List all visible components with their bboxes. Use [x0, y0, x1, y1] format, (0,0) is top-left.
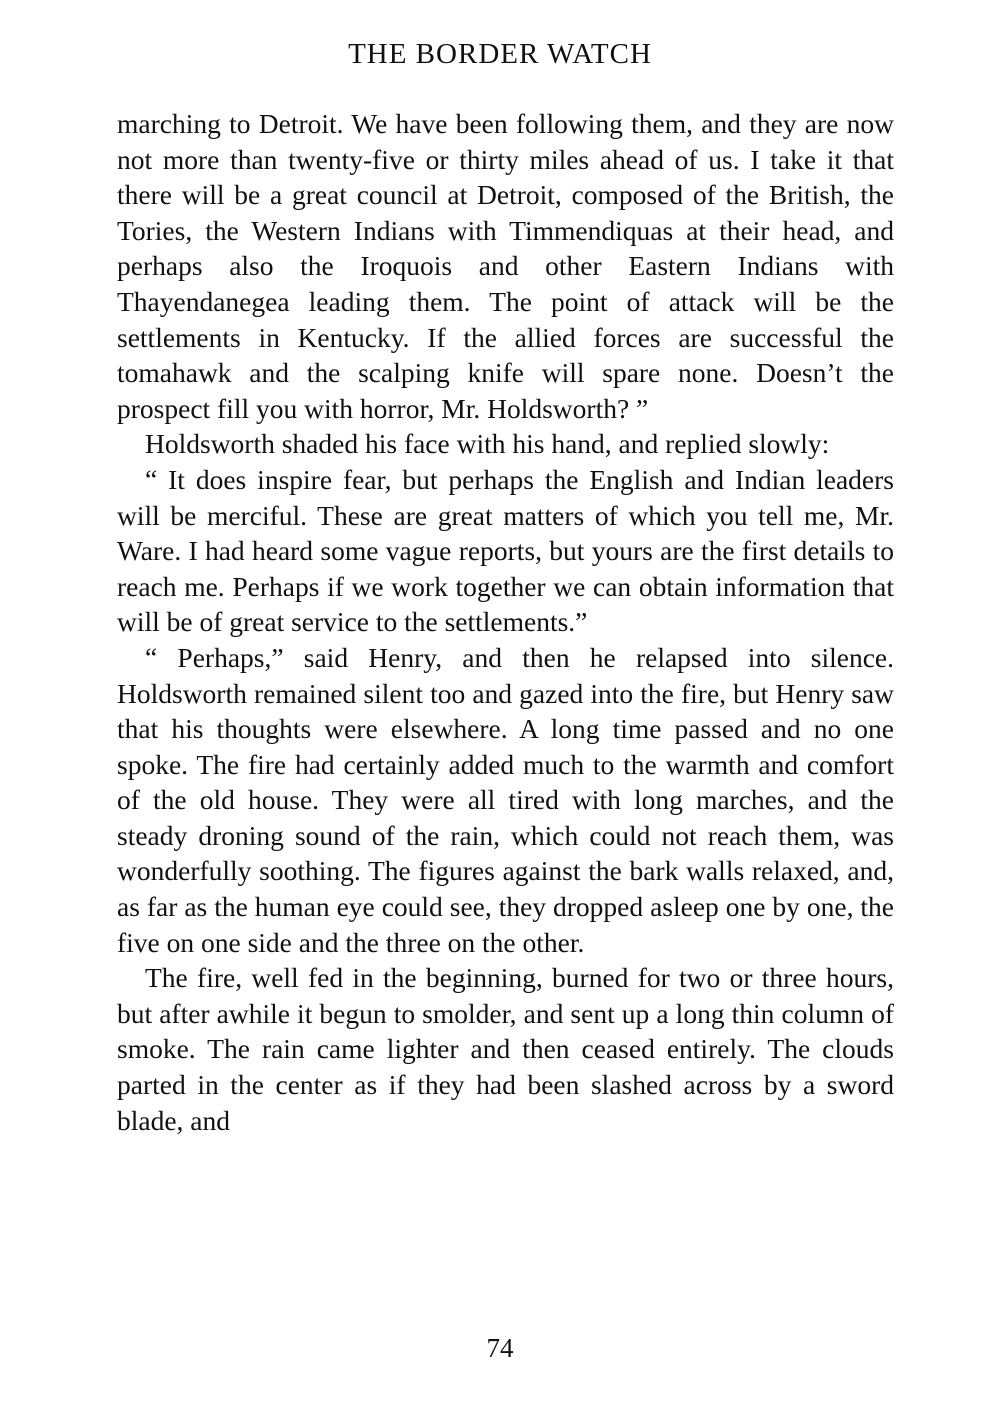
paragraph: Holdsworth shaded his face with his hand, and replied slowly:: [145, 428, 830, 460]
paragraph: “ Perhaps,” said Henry, and then he relapsed into silence. Holdsworth remained silent too and gazed into the fire, but Henry saw that his thoughts were elsewhere. A long time passed and no one spoke. The fire had certainly added much to the warmth and comfort of the old house. They were all tired with long marches, and the steady droning sound of the rain, which could not reach them, was wonderfully soothing. The figures against the bark walls relaxed, and, as far as the human eye could see, they dropped asleep one by one, the five on one side and the three on the other.: [117, 641, 894, 958]
paragraph-continued: marching to Detroit. We have been following them, and they are now not more than twenty-five or thirty miles ahead of us. I take it that there will be a great council at Detroit, composed of the British, the Tories, the Western Indians with Timmendiquas at their head, and perhaps also the Iroquois and other Eastern Indians with Thayendanegea leading them. The point of attack will be the settlements in Kentucky. If the allied forces are successful the tomahawk and the scalping knife will spare none. Doesn’t the prospect fill you with horror, Mr. Holdsworth? ”: [117, 108, 894, 424]
page-number: 74: [486, 1333, 514, 1363]
paragraph: “ It does inspire fear, but perhaps the English and Indian leaders will be merciful. These are great matters of which you tell me, Mr. Ware. I had heard some vague reports, but yours are the first details to reach me. Perhaps if we work together we can obtain information that will be of great service to the settlements.”: [117, 463, 894, 638]
paragraph: The fire, well fed in the beginning, burned for two or three hours, but after awhile it begun to smolder, and sent up a long thin column of smoke. The rain came lighter and then ceased entirely. The clouds parted in the center as if they had been slashed across by a sword blade, and: [117, 962, 894, 1136]
body-text: [117, 106, 894, 1138]
running-title: THE BORDER WATCH: [348, 38, 652, 70]
